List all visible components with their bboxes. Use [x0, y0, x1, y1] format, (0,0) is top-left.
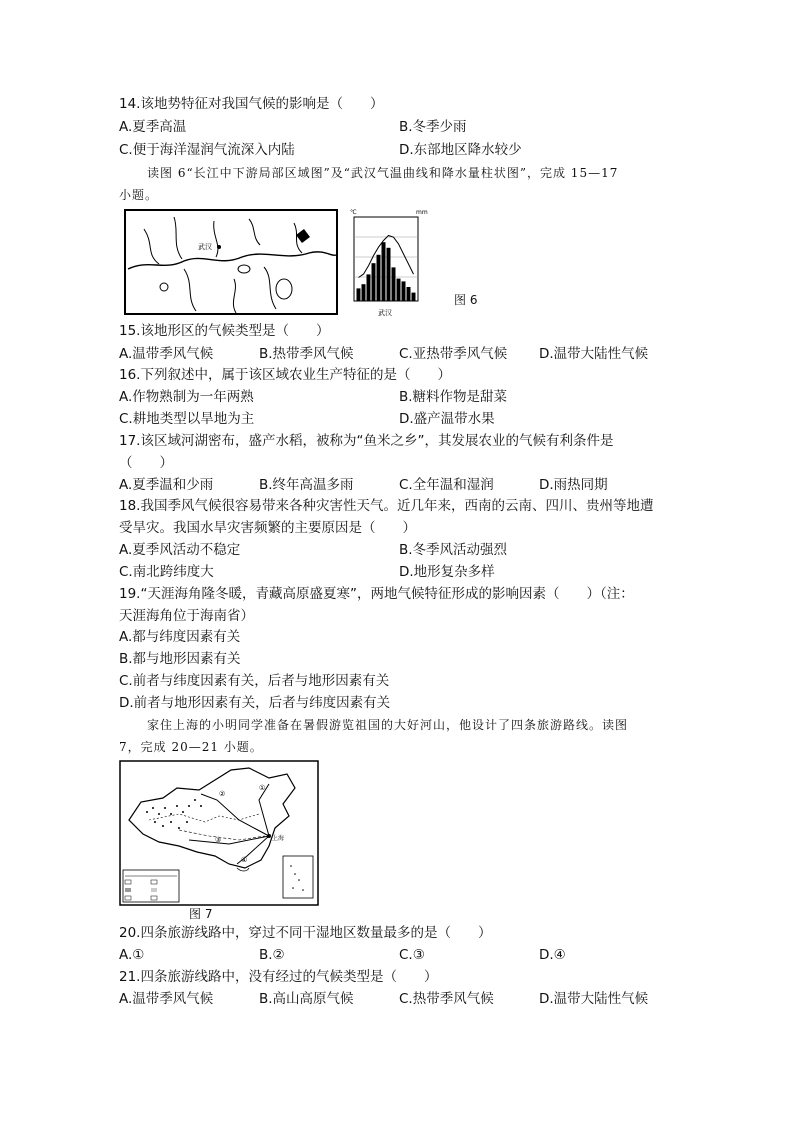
q21-option-d: D.温带大陆性气候 — [539, 991, 649, 1007]
precip-bar — [407, 287, 411, 301]
fig7-route-1: ① — [259, 784, 266, 792]
fig6-temp-curve — [359, 236, 414, 278]
fig6-chart-label-wuhan: 武汉 — [378, 309, 392, 317]
intro2-line1: 家住上海的小明同学准备在暑假游览祖国的大好河山，他设计了四条旅游路线。读图 — [147, 718, 629, 732]
q15-option-d: D.温带大陆性气候 — [539, 346, 649, 362]
q16-option-a: A.作物熟制为一年两熟 — [119, 389, 254, 405]
q18-stem-line2: 受旱灾。我国水旱灾害频繁的主要原因是（ ） — [119, 520, 416, 536]
q21-stem: 21.四条旅游线路中，没有经过的气候类型是（ ） — [119, 969, 438, 985]
q21-option-b: B.高山高原气候 — [259, 991, 354, 1007]
precip-bar — [412, 293, 416, 301]
q14-option-d: D.东部地区降水较少 — [399, 142, 522, 158]
q15-option-b: B.热带季风气候 — [259, 346, 354, 362]
q20-option-b: B.② — [259, 947, 285, 963]
fig7-route-2: ② — [219, 790, 226, 798]
q19-option-c: C.前者与纬度因素有关，后者与地形因素有关 — [119, 673, 390, 689]
fig7-caption: 图 7 — [189, 907, 213, 921]
q15-option-a: A.温带季风气候 — [119, 346, 214, 362]
fig7-route-3: ③ — [215, 836, 222, 844]
precip-bar — [387, 248, 391, 301]
intro1-line1: 读图 6“长江中下游局部区域图”及“武汉气温曲线和降水量柱状图”，完成 15—17 — [147, 166, 619, 180]
precip-bar — [362, 284, 366, 301]
precip-bar — [377, 255, 381, 301]
q16-stem: 16.下列叙述中，属于该区域农业生产特征的是（ ） — [119, 367, 451, 383]
fig6-caption: 图 6 — [454, 293, 478, 307]
q17-option-d: D.雨热同期 — [539, 477, 608, 493]
precip-bar — [397, 279, 401, 301]
q18-option-b: B.冬季风活动强烈 — [399, 542, 508, 558]
q14-option-c: C.便于海洋湿润气流深入内陆 — [119, 142, 295, 158]
precip-bar — [392, 267, 396, 301]
fig6-axis-left-unit: ℃ — [350, 209, 357, 216]
precip-bar — [402, 281, 406, 301]
q17-option-c: C.全年温和湿润 — [399, 477, 494, 493]
q14-stem: 14.该地势特征对我国气候的影响是（ ） — [119, 96, 384, 112]
intro1-line2: 小题。 — [119, 188, 159, 202]
precip-bar — [382, 242, 386, 301]
q17-stem-line2: （ ） — [119, 455, 173, 471]
q20-option-d: D.④ — [539, 947, 566, 963]
fig7-label-shanghai: 上海 — [272, 835, 285, 842]
q18-stem-line1: 18.我国季风气候很容易带来各种灾害性天气。近几年来，西南的云南、四川、贵州等地遭 — [119, 498, 654, 514]
q17-stem-line1: 17.该区域河湖密布，盛产水稻，被称为“鱼米之乡”，其发展农业的气候有利条件是 — [119, 433, 614, 449]
precip-bar — [372, 263, 376, 301]
intro2-line2: 7，完成 20—21 小题。 — [119, 740, 263, 754]
fig6-climate-chart — [344, 207, 438, 319]
q16-option-b: B.糖料作物是甜菜 — [399, 389, 508, 405]
fig6-region-map — [124, 209, 338, 315]
q17-option-a: A.夏季温和少雨 — [119, 477, 214, 493]
fig7-china-map — [119, 760, 319, 906]
q18-option-a: A.夏季风活动不稳定 — [119, 542, 241, 558]
q14-option-b: B.冬季少雨 — [399, 119, 467, 135]
q21-option-a: A.温带季风气候 — [119, 991, 214, 1007]
fig6-axis-right-unit: mm — [416, 209, 428, 216]
q19-option-a: A.都与纬度因素有关 — [119, 629, 241, 645]
q16-option-c: C.耕地类型以旱地为主 — [119, 411, 255, 427]
q17-option-b: B.终年高温多雨 — [259, 477, 354, 493]
q16-option-d: D.盛产温带水果 — [399, 411, 495, 427]
q14-option-a: A.夏季高温 — [119, 119, 187, 135]
q19-option-d: D.前者与地形因素有关，后者与纬度因素有关 — [119, 695, 391, 711]
precip-bar — [367, 274, 371, 301]
q18-option-d: D.地形复杂多样 — [399, 564, 495, 580]
q15-stem: 15.该地形区的气候类型是（ ） — [119, 323, 330, 339]
q18-option-c: C.南北跨纬度大 — [119, 564, 214, 580]
fig7-route-4: ④ — [241, 856, 248, 864]
q20-option-a: A.① — [119, 947, 145, 963]
fig6-map-label-wuhan: 武汉 — [198, 243, 212, 251]
q20-option-c: C.③ — [399, 947, 425, 963]
q19-option-b: B.都与地形因素有关 — [119, 651, 241, 667]
q15-option-c: C.亚热带季风气候 — [399, 346, 508, 362]
q19-stem-line2: 天涯海角位于海南省） — [119, 608, 254, 624]
q20-stem: 20.四条旅游线路中，穿过不同干湿地区数量最多的是（ ） — [119, 925, 492, 941]
q19-stem-line1: 19.“天涯海角隆冬暖，青藏高原盛夏寒”，两地气候特征形成的影响因素（ ）（注： — [119, 586, 634, 602]
precip-bar — [357, 288, 361, 301]
q21-option-c: C.热带季风气候 — [399, 991, 494, 1007]
